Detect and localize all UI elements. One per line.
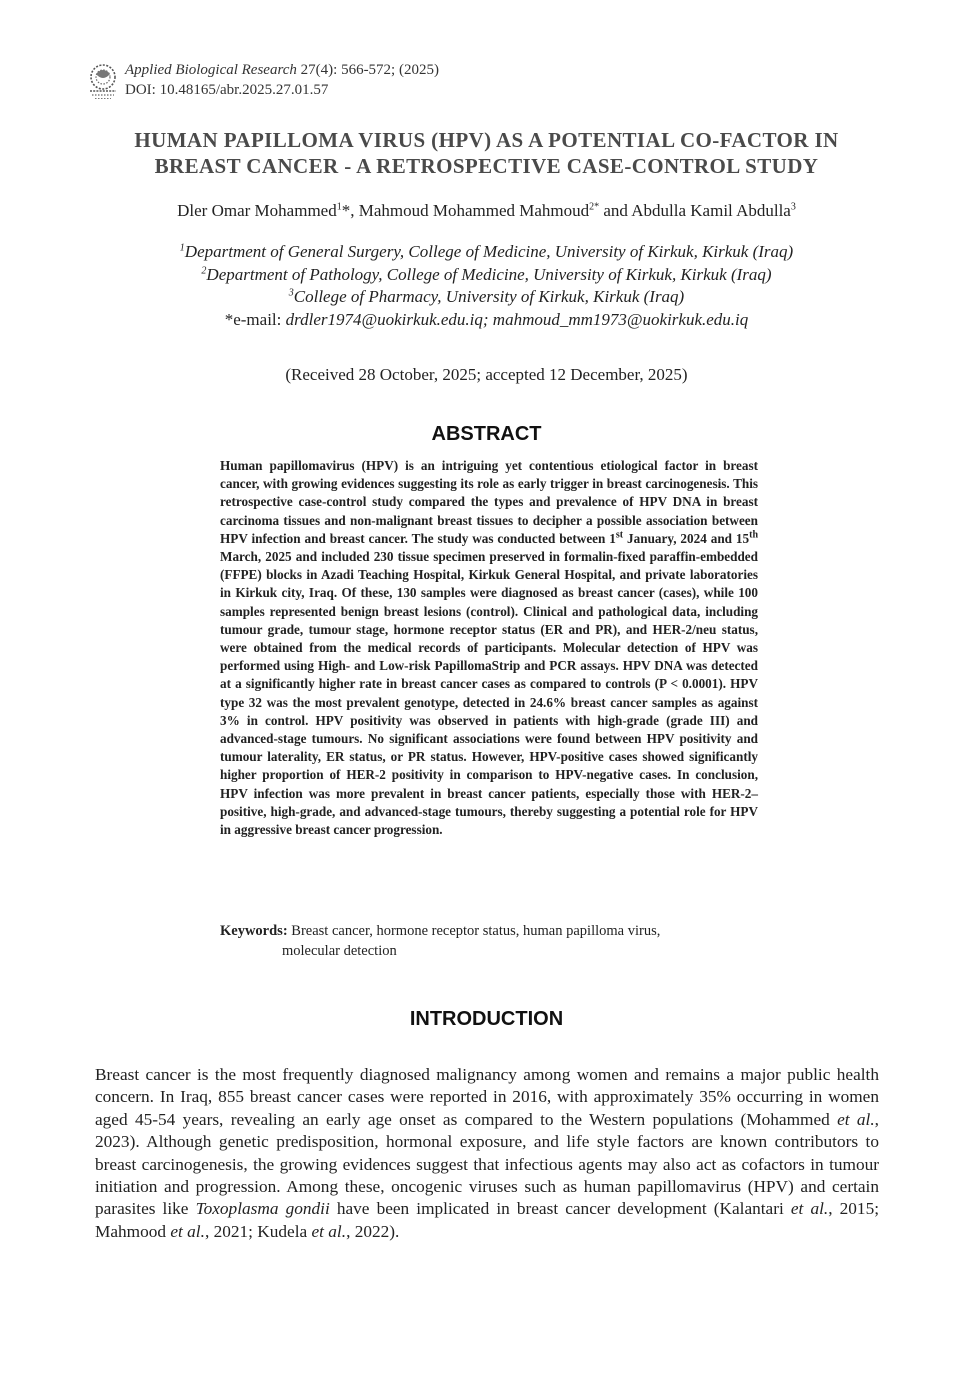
received-dates: (Received 28 October, 2025; accepted 12 December, 2025) <box>285 365 688 384</box>
affiliations <box>60 241 913 331</box>
abstract-text: January, 2024 and 15 <box>623 530 750 546</box>
author-name: Mahmoud Mohammed Mahmoud <box>358 201 590 220</box>
affiliation-sup: 2 <box>201 264 207 276</box>
journal-issue: 27(4): 566-572; (2025) <box>300 62 439 78</box>
introduction-heading: INTRODUCTION <box>409 1008 564 1030</box>
journal-name: Applied Biological Research <box>125 62 297 78</box>
affiliation-sup: 1 <box>179 242 185 254</box>
keywords <box>220 922 760 961</box>
author-sup: 2* <box>589 201 600 213</box>
journal-logo-icon <box>86 60 120 100</box>
author-list <box>60 199 913 223</box>
affiliation-2 <box>60 264 913 287</box>
intro-text: Breast cancer is the most frequently diagnosed malignancy among women and remains a major public health concern. In Iraq, 855 breast cancer cases were reported in 2016, with approximately 35% occurring in women aged 45-54 years, revealing an early age onset as compared to the Western populations (Mohammed <box>95 1065 879 1129</box>
email-line <box>60 309 913 332</box>
author-name: Dler Omar Mohammed <box>177 201 337 220</box>
intro-species: Toxoplasma gondii <box>195 1199 330 1219</box>
journal-header <box>86 60 439 100</box>
affiliation-1 <box>60 241 913 264</box>
intro-etal: et al. <box>170 1221 205 1241</box>
abstract-sup: st <box>615 529 624 541</box>
affiliation-text: Department of General Surgery, College of Medicine, University of Kirkuk, Kirkuk (Iraq) <box>184 242 794 261</box>
author-sup: 3 <box>790 201 796 213</box>
keywords-label: Keywords: <box>220 923 288 939</box>
author-separator: and <box>599 201 632 220</box>
intro-text: , 2015; Mahmood <box>95 1199 880 1241</box>
intro-etal: et al. <box>790 1199 829 1219</box>
email-address[interactable]: drdler1974@uokirkuk.edu.iq; mahmoud_mm1973@uokirkuk.edu.iq <box>285 309 749 329</box>
journal-citation <box>125 60 439 80</box>
abstract-body <box>220 457 758 839</box>
intro-etal: et al. <box>837 1109 875 1129</box>
affiliation-sup: 3 <box>288 287 294 299</box>
abstract-text: March, 2025 and included 230 tissue specimen preserved in formalin-fixed paraffin-embedded (FFPE) blocks in Azadi Teaching Hospital, Kirkuk General Hospital, and private laboratories in Kirkuk city, Iraq. Of these, 130 samples were diagnosed as breast cancer (cases), while 100 samples represented benign breast lesions (control). Clinical and pathological data, including tumour grade, tumour stage, hormone receptor status (ER and PR), and HER-2/neu status, were obtained from the medical records of participants. Molecular detection of HPV was performed using High- and Low-risk PapillomaStrip and PCR assays. HPV DNA was detected at a significantly higher rate in breast cancer cases as compared to controls (P < 0.0001). HPV type 32 was the most prevalent genotype, detected in 24.6% breast cancer samples as against 3% in control. HPV positivity was observed in patients with high-grade (grade III) and advanced-stage tumours. No significant associations were found between HPV positivity and tumour laterality, ER status, or PR status. However, HPV-positive cases showed significantly higher proportion of HER-2 positivity in comparison to HPV-negative cases. In conclusion, HPV infection was more prevalent in breast cancer patients, especially those with HER-2–positive, high-grade, and advanced-stage tumours, thereby suggesting a potential role for HPV in aggressive breast cancer progression. <box>220 549 758 838</box>
intro-etal: et al. <box>311 1221 347 1241</box>
abstract-heading: ABSTRACT <box>431 423 542 445</box>
affiliation-text: Department of Pathology, College of Medicine, University of Kirkuk, Kirkuk (Iraq) <box>206 264 772 284</box>
author-name: Abdulla Kamil Abdulla <box>631 201 791 220</box>
author-sup: 1 <box>336 201 342 213</box>
abstract-sup: th <box>749 529 759 541</box>
intro-text: , 2023). Although genetic predisposition, hormonal exposure, and life style factors are known contributors to breast carcinogenesis, the growing evidences suggest that infectious agents may also act as cofactors in tumour initiation and progression. Among these, oncogenic viruses such as human papillomavirus (HPV) and certain parasites like <box>95 1109 879 1219</box>
affiliation-text: College of Pharmacy, University of Kirkuk, Kirkuk (Iraq) <box>293 287 685 306</box>
affiliation-3 <box>60 286 913 309</box>
intro-text: , 2022). <box>346 1221 400 1241</box>
introduction-paragraph <box>95 1064 879 1243</box>
doi: DOI: 10.48165/abr.2025.27.01.57 <box>125 82 329 98</box>
abstract-text: Human papillomavirus (HPV) is an intriguing yet contentious etiological factor in breast cancer, with growing evidences suggesting its role as early trigger in breast carcinogenesis. This retrospective case-control study compared the types and prevalence of HPV DNA in breast carcinoma tissues and non-malignant breast tissues to decipher a possible association between HPV infection and breast cancer. The study was conducted between 1 <box>220 458 758 546</box>
intro-text: have been implicated in breast cancer development (Kalantari <box>329 1199 791 1219</box>
paper-title <box>60 127 913 179</box>
author-separator: *, <box>341 201 359 220</box>
title-line-2: BREAST CANCER - A RETROSPECTIVE CASE-CONTROL STUDY <box>154 154 819 178</box>
keywords-line-2: molecular detection <box>282 942 397 959</box>
title-line-1: HUMAN PAPILLOMA VIRUS (HPV) AS A POTENTIAL CO-FACTOR IN <box>134 128 839 152</box>
keywords-line-1: Breast cancer, hormone receptor status, human papilloma virus, <box>291 923 661 939</box>
intro-text: , 2021; Kudela <box>204 1221 312 1241</box>
email-label: *e-mail: <box>224 309 286 329</box>
